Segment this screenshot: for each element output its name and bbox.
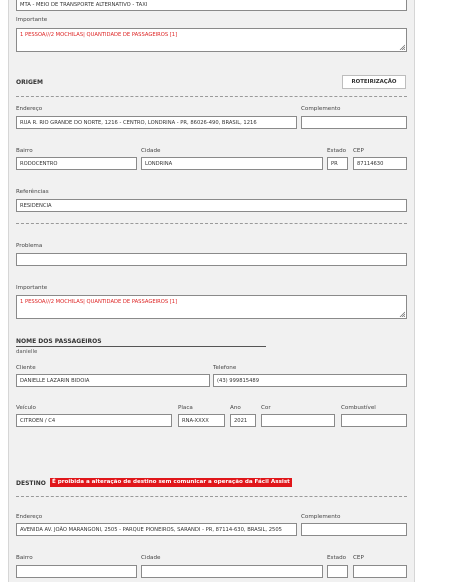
origem-cidade-input[interactable] — [141, 157, 323, 170]
problema-importante-text: 1 PESSOA///2 MOCHILAS| QUANTIDADE DE PASSAGEIROS [1] — [20, 299, 178, 305]
passageiros-underline — [16, 346, 266, 347]
origem-cep-input[interactable] — [353, 157, 407, 170]
veiculo-value: CITROEN / C4 — [20, 417, 56, 424]
ano-value: 2021 — [234, 417, 248, 424]
destino-cep-input[interactable] — [353, 565, 407, 578]
origem-divider — [16, 96, 407, 97]
destino-cidade-input[interactable] — [141, 565, 323, 578]
placa-value: RNA-XXXX — [182, 417, 209, 424]
destino-warning-badge: É proibida a alteração de destino sem comunicar a operação da Fácil Assist — [52, 479, 290, 485]
telefone-label: Telefone — [213, 365, 237, 371]
origem-estado-label: Estado — [327, 148, 347, 154]
transport-type-field[interactable] — [16, 0, 407, 11]
origem-cep-label: CEP — [353, 148, 364, 154]
destino-bairro-label: Bairro — [16, 555, 33, 561]
roteirizacao-button[interactable]: ROTEIRIZAÇÃO — [342, 75, 406, 89]
destino-estado-label: Estado — [327, 555, 347, 561]
passageiros-title: NOME DOS PASSAGEIROS — [16, 338, 102, 345]
cliente-value: DANIELLE LAZARIN BIDOIA — [20, 377, 90, 384]
origem-bairro-label: Bairro — [16, 148, 33, 154]
origem-cep-value: 87114630 — [357, 160, 384, 167]
origem-referencias-label: Referências — [16, 189, 49, 195]
telefone-input[interactable] — [213, 374, 407, 387]
origem-bairro-input[interactable] — [16, 157, 137, 170]
destino-complemento-input[interactable] — [301, 523, 407, 536]
ano-input[interactable] — [230, 414, 256, 427]
cliente-input[interactable] — [16, 374, 210, 387]
origem-endereco-input[interactable] — [16, 116, 297, 129]
problema-importante-textarea[interactable] — [16, 295, 407, 319]
destino-divider — [16, 496, 407, 497]
destino-endereco-label: Endereço — [16, 514, 43, 520]
origem-cidade-label: Cidade — [141, 148, 161, 154]
destino-estado-input[interactable] — [327, 565, 348, 578]
origem-endereco-value: RUA R. RIO GRANDE DO NORTE, 1216 - CENTRO, LONDRINA - PR, 86026-490, BRASIL, 1216 — [20, 119, 257, 126]
problema-input[interactable] — [16, 253, 407, 266]
veiculo-input[interactable] — [16, 414, 172, 427]
combustivel-input[interactable] — [341, 414, 407, 427]
origem-bairro-value: RODOCENTRO — [20, 160, 58, 167]
importante-textarea[interactable] — [16, 28, 407, 52]
origem-estado-input[interactable] — [327, 157, 348, 170]
destino-endereco-input[interactable] — [16, 523, 297, 536]
cliente-label: Cliente — [16, 365, 36, 371]
destino-cidade-label: Cidade — [141, 555, 161, 561]
destino-bairro-input[interactable] — [16, 565, 137, 578]
passageiro-name: danielle — [16, 349, 38, 355]
telefone-value: (43) 999815489 — [217, 377, 260, 384]
importante-label: Importante — [16, 17, 48, 23]
resize-grip-icon[interactable] — [399, 44, 405, 50]
origem-title: ORIGEM — [16, 79, 43, 86]
origem-endereco-label: Endereço — [16, 106, 43, 112]
origem-estado-value: PR — [331, 160, 338, 167]
origem-complemento-label: Complemento — [301, 106, 341, 112]
transport-type-value: MTA - MEIO DE TRANSPORTE ALTERNATIVO - TAXI — [20, 1, 148, 8]
problema-divider — [16, 223, 407, 224]
destino-title: DESTINO — [16, 480, 46, 487]
importante-text: 1 PESSOA///2 MOCHILAS| QUANTIDADE DE PASSAGEIROS [1] — [20, 32, 178, 38]
origem-complemento-input[interactable] — [301, 116, 407, 129]
resize-grip-icon[interactable] — [399, 311, 405, 317]
origem-cidade-value: LONDRINA — [145, 160, 173, 167]
cor-input[interactable] — [261, 414, 335, 427]
veiculo-label: Veículo — [16, 405, 36, 411]
combustivel-label: Combustível — [341, 405, 376, 411]
destino-endereco-value: AVENIDA AV. JOÃO MARANGONI, 2505 - PARQUE PIONEIROS, SARANDI - PR, 87114-630, BRASIL, 2505 — [20, 526, 282, 533]
destino-complemento-label: Complemento — [301, 514, 341, 520]
problema-label: Problema — [16, 243, 43, 249]
destino-cep-label: CEP — [353, 555, 364, 561]
origem-referencias-value: RESIDENCIA — [20, 202, 52, 209]
problema-importante-label: Importante — [16, 285, 48, 291]
origem-referencias-input[interactable] — [16, 199, 407, 212]
placa-label: Placa — [178, 405, 193, 411]
ano-label: Ano — [230, 405, 241, 411]
cor-label: Cor — [261, 405, 271, 411]
placa-input[interactable] — [178, 414, 225, 427]
